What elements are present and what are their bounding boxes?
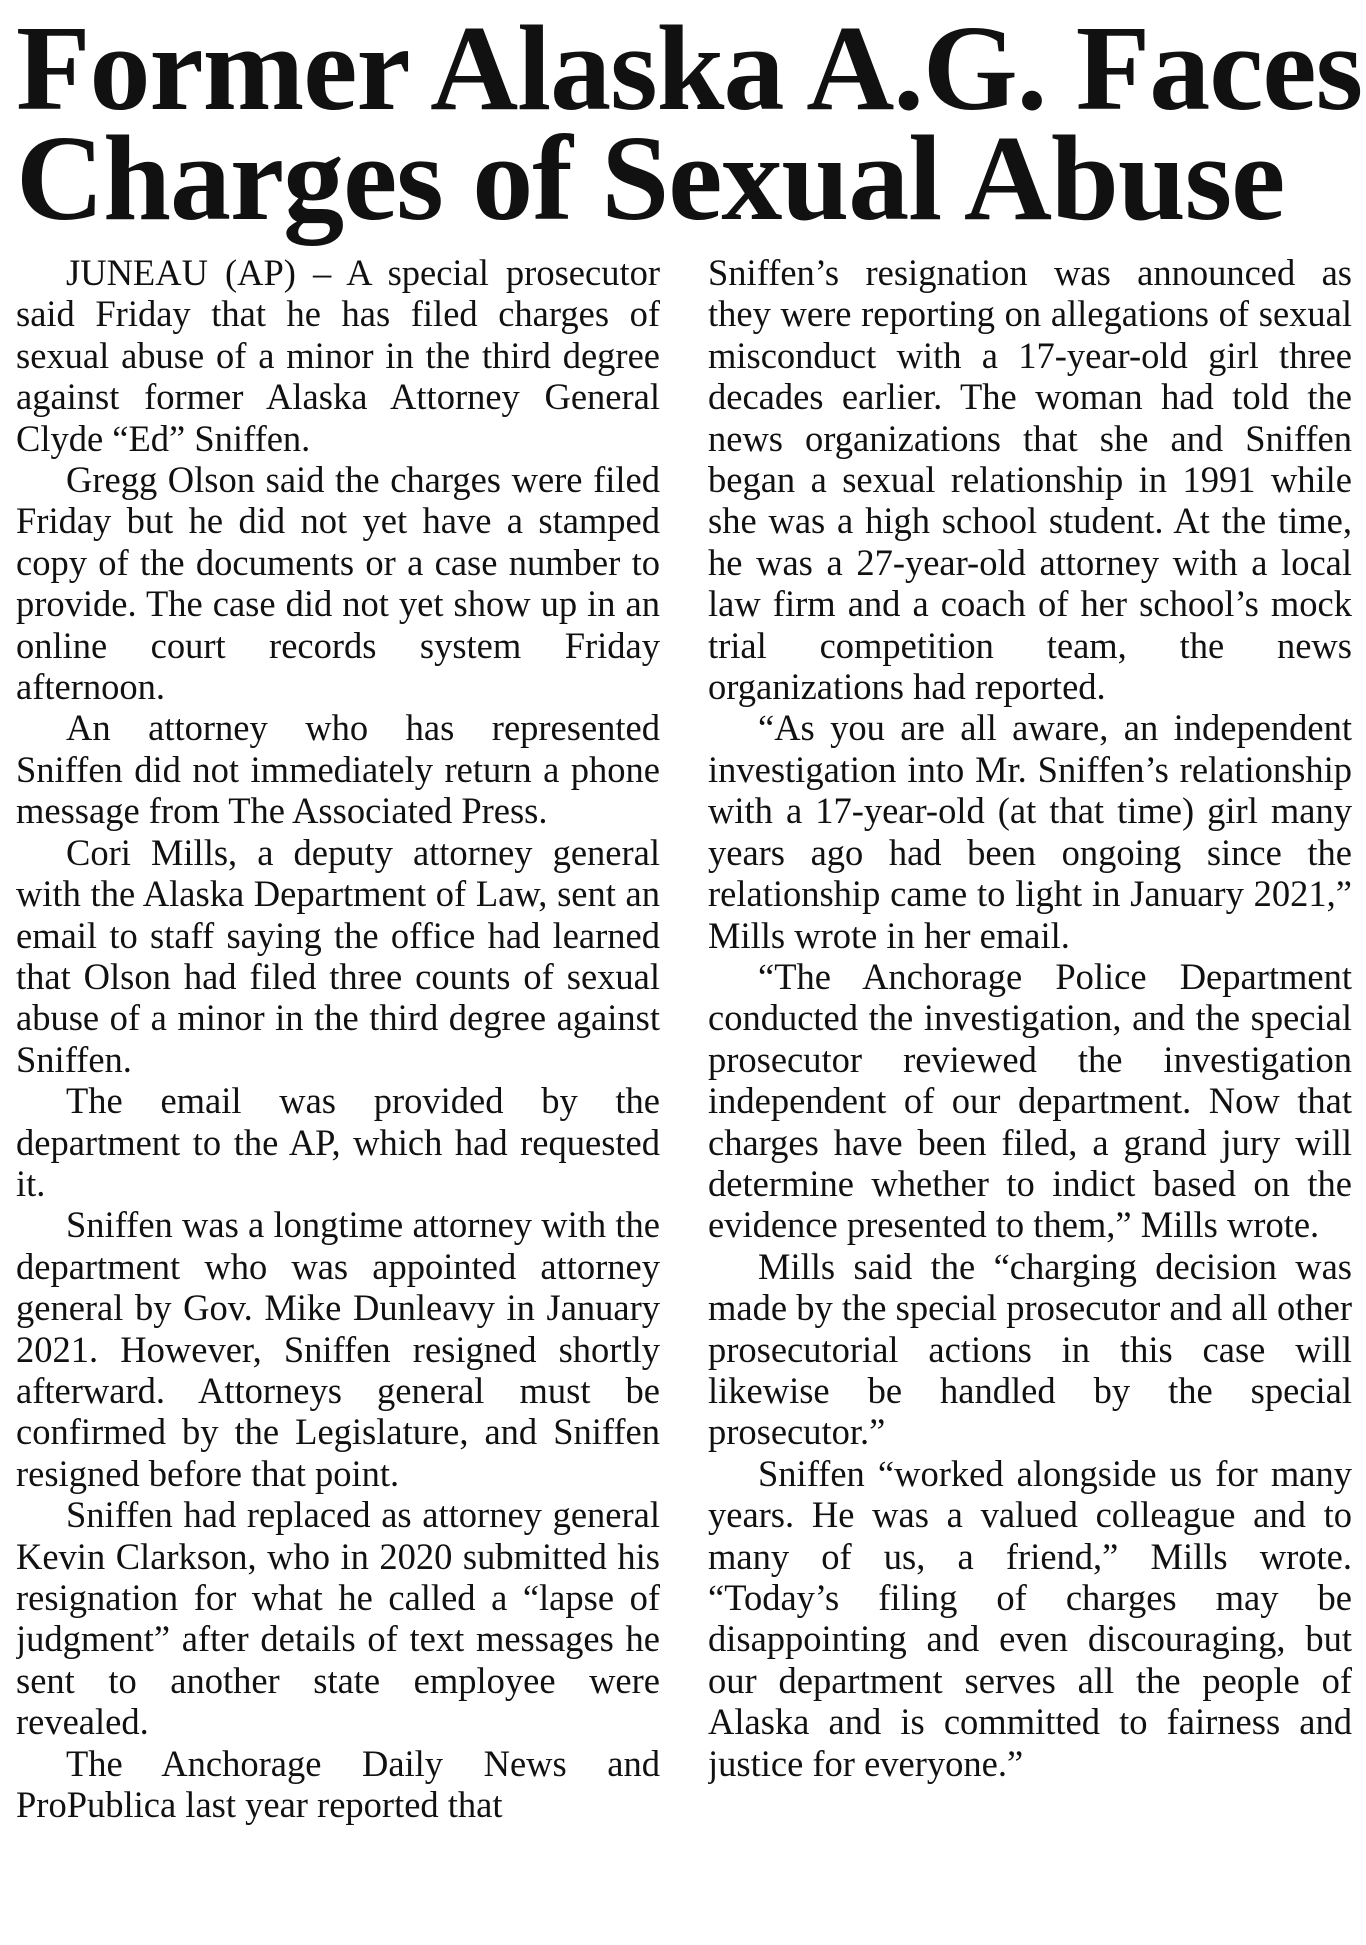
paragraph: Sniffen was a longtime attorney with the department who was appointed attorney general by Gov. Mike Dunleavy in January 2021. However, Sniffen resigned shortly afterward. Attorneys general must be confirmed by the Legislature, and Sniffen resigned before that point. [16,1204,660,1494]
headline-line-2: Charges of Sexual Abuse [16,111,1285,246]
headline-line-1: Former Alaska A.G. Faces [16,1,1363,136]
paragraph: Cori Mills, a deputy attorney general with the Alaska Department of Law, sent an email to staff saying the office had learned that Olson had filed three counts of sexual abuse of a minor in the third degree against Sniffen. [16,831,660,1080]
article-body [16,252,1352,1942]
paragraph-continued: Sniffen’s resignation was announced as they were reporting on allegations of sexual misconduct with a 17-year-old girl three decades earlier. The woman had told the news organizations that she and Sniffen began a sexual relationship in 1991 while she was a high school student. At the time, he was a 27-year-old attorney with a local law firm and a coach of her school’s mock trial competition team, the news organizations had reported. [708,252,1352,708]
paragraph: “The Anchorage Police Department conducted the investigation, and the special prosecutor reviewed the investigation independent of our department. Now that charges have been filed, a grand jury will determine whether to indict based on the evidence presented to them,” Mills wrote. [708,955,1352,1246]
paragraph: JUNEAU (AP) – A special prosecutor said Friday that he has filed charges of sexual abuse of a minor in the third degree against former Alaska Attorney General Clyde “Ed” Sniffen. [16,252,660,459]
paragraph: The Anchorage Daily News and ProPublica last year reported that [16,1742,660,1826]
paragraph: Sniffen “worked alongside us for many years. He was a valued colleague and to many of us, a friend,” Mills wrote. “Today’s filing of charges may be disappointing and even discouraging, but our department serves all the people of Alaska and is committed to fairness and justice for everyone.” [708,1452,1352,1784]
paragraph: Sniffen had replaced as attorney general Kevin Clarkson, who in 2020 submitted his resignation for what he called a “lapse of judgment” after details of text messages he sent to another state employee were revealed. [16,1494,660,1743]
paragraph: The email was provided by the department to the AP, which had requested it. [16,1080,660,1204]
column-2 [708,252,1352,1942]
paragraph: “As you are all aware, an independent investigation into Mr. Sniffen’s relationship with a 17-year-old (at that time) girl many years ago had been ongoing since the relationship came to light in January 2021,” Mills wrote in her email. [708,707,1352,956]
headline [16,1,1363,246]
paragraph: An attorney who has represented Sniffen did not immediately return a phone message from The Associated Press. [16,707,660,832]
paragraph: Mills said the “charging decision was made by the special prosecutor and all other prosecutorial actions in this case will likewise be handled by the special prosecutor.” [708,1245,1352,1453]
paragraph: Gregg Olson said the charges were filed Friday but he did not yet have a stamped copy of the documents or a case number to provide. The case did not yet show up in an online court records system Friday afternoon. [16,459,660,708]
column-1 [16,252,660,1942]
